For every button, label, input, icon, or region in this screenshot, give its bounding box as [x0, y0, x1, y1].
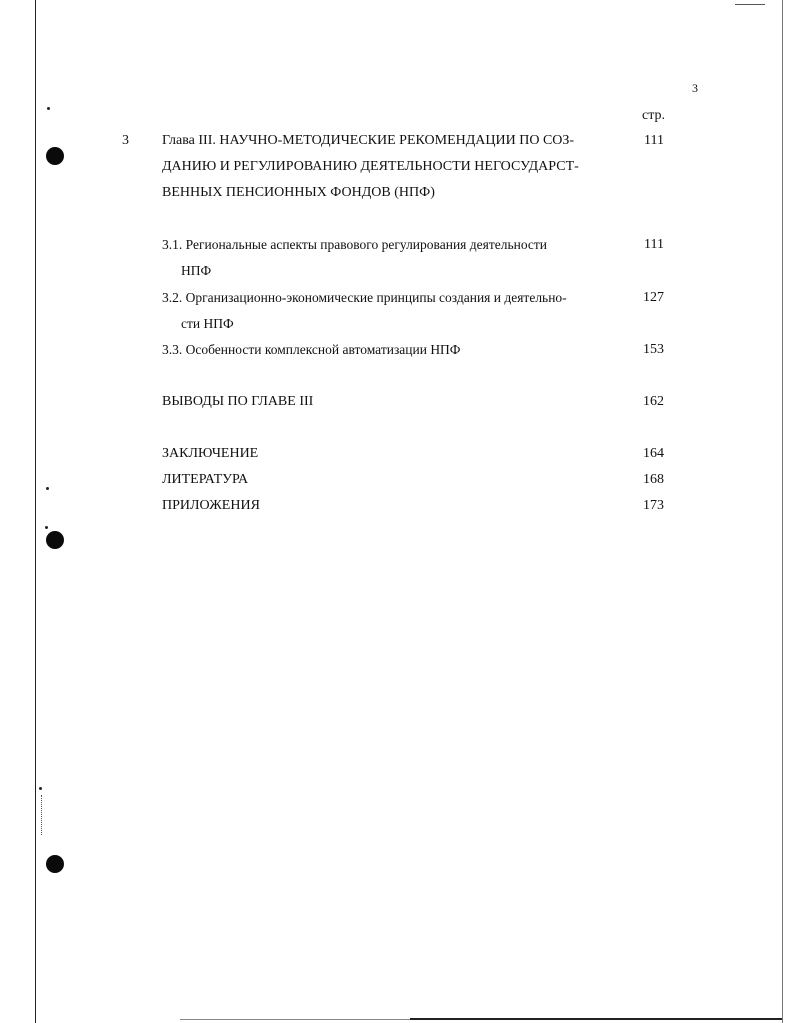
scan-dotted-mark — [41, 795, 42, 835]
section-3-3-page: 153 — [643, 342, 664, 357]
section-3-1-page: 111 — [644, 237, 664, 252]
conclusions-page: 162 — [643, 394, 664, 409]
chapter-title — [162, 128, 617, 206]
literature-label: ЛИТЕРАТУРА — [162, 472, 249, 487]
punch-hole-bottom — [46, 855, 64, 873]
chapter-title-line: ВЕННЫХ ПЕНСИОННЫХ ФОНДОВ (НПФ) — [162, 185, 435, 200]
top-right-dash — [735, 4, 765, 5]
punch-hole-top — [46, 147, 64, 165]
scan-speck — [45, 526, 48, 529]
conclusion-page: 164 — [643, 446, 664, 461]
left-margin-line — [35, 0, 36, 1023]
scan-speck — [47, 107, 50, 110]
section-3-2-line2: сти НПФ — [181, 316, 234, 331]
scan-speck — [46, 487, 49, 490]
appendices-label: ПРИЛОЖЕНИЯ — [162, 498, 260, 513]
section-3-1-line1: 3.1. Региональные аспекты правового регулирования деятельности — [162, 237, 548, 252]
punch-hole-middle — [46, 531, 64, 549]
page-column-label: стр. — [642, 108, 666, 123]
conclusions-label: ВЫВОДЫ ПО ГЛАВЕ III — [162, 394, 314, 409]
bottom-edge-line-left — [180, 1019, 410, 1020]
section-3-2-page: 127 — [643, 290, 664, 305]
chapter-number: 3 — [122, 133, 129, 148]
conclusion-label: ЗАКЛЮЧЕНИЕ — [162, 446, 259, 461]
appendices-page: 173 — [643, 498, 664, 513]
chapter-page: 111 — [644, 133, 664, 148]
right-margin-line — [782, 0, 783, 1023]
page-number: 3 — [692, 81, 698, 95]
section-3-1-line2: НПФ — [181, 263, 212, 278]
section-3-2-line1: 3.2. Организационно-экономические принципы создания и деятельно- — [162, 290, 567, 305]
bottom-edge-line — [410, 1018, 782, 1020]
chapter-title-line: Глава III. НАУЧНО-МЕТОДИЧЕСКИЕ РЕКОМЕНДАЦИИ ПО СОЗ- — [162, 133, 575, 148]
scan-speck — [39, 787, 42, 790]
chapter-title-line: ДАНИЮ И РЕГУЛИРОВАНИЮ ДЕЯТЕЛЬНОСТИ НЕГОСУДАРСТ- — [162, 159, 579, 174]
literature-page: 168 — [643, 472, 664, 487]
section-3-3-line1: 3.3. Особенности комплексной автоматизации НПФ — [162, 342, 461, 357]
